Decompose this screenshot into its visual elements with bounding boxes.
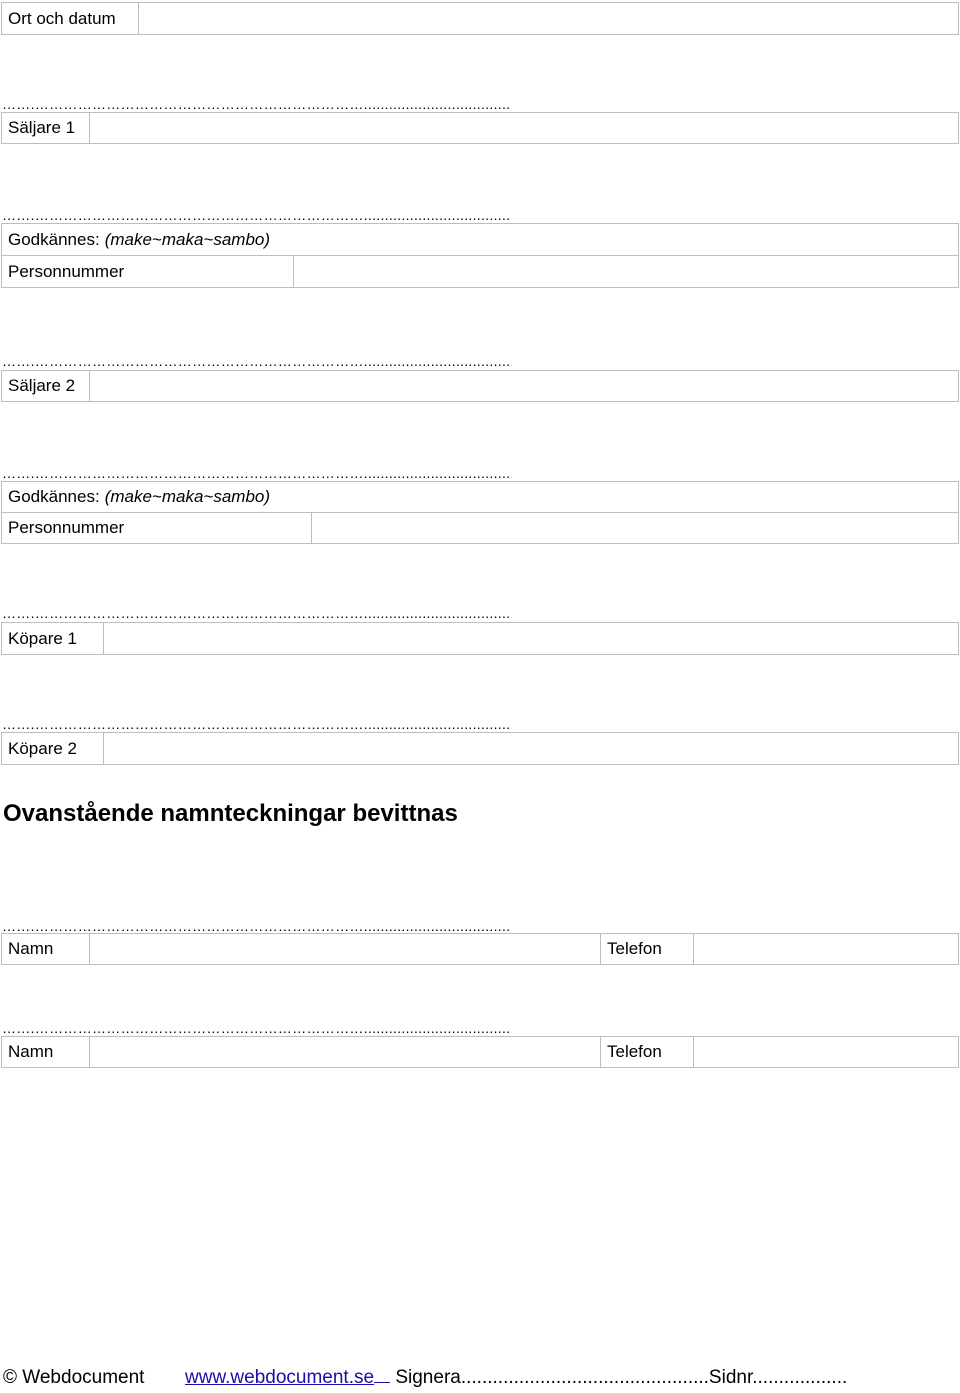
signature-line-4: …….……………………………………………………………................................... (2, 467, 511, 479)
buyer2-label: Köpare 2 (2, 733, 104, 764)
witness-heading: Ovanstående namnteckningar bevittnas (3, 800, 458, 827)
signature-line-1: …….……………………………………………………………................................... (2, 98, 511, 110)
approval2-row (1, 481, 959, 513)
seller2-label: Säljare 2 (2, 371, 90, 401)
footer-website-link[interactable]: www.webdocument.se (185, 1367, 375, 1388)
seller1-field[interactable] (90, 113, 958, 143)
witness2-row (1, 1036, 959, 1068)
ssn1-field[interactable] (294, 256, 958, 287)
witness1-name-label: Namn (2, 934, 90, 964)
ssn2-field[interactable] (312, 513, 958, 543)
witness2-phone-label: Telefon (601, 1037, 694, 1067)
approval2-field[interactable] (312, 482, 958, 512)
signature-line-5: …….……………………………………………………………................................... (2, 607, 511, 619)
witness2-phone-field[interactable] (694, 1037, 958, 1067)
witness2-name-field[interactable] (90, 1037, 601, 1067)
signature-line-8: …….……………………………………………………………................................... (2, 1022, 511, 1034)
buyer1-row (1, 622, 959, 655)
seller1-row (1, 112, 959, 144)
approval2-label-cell (2, 482, 312, 512)
seller1-label: Säljare 1 (2, 113, 90, 143)
witness1-phone-field[interactable] (694, 934, 958, 964)
witness1-name-field[interactable] (90, 934, 601, 964)
approval2-label: Godkännes: (8, 487, 100, 506)
approval1-field[interactable] (294, 224, 958, 255)
place-date-field[interactable] (139, 3, 958, 34)
ssn2-row (1, 512, 959, 544)
signature-line-7: …….……………………………………………………………................................... (2, 920, 511, 932)
ssn2-label: Personnummer (2, 513, 312, 543)
buyer2-row (1, 732, 959, 765)
place-date-row (1, 2, 959, 35)
buyer1-field[interactable] (104, 623, 958, 654)
buyer1-label: Köpare 1 (2, 623, 104, 654)
footer-sign-page: Signera...............................................Sidnr.................. (395, 1367, 848, 1388)
approval2-note: (make~maka~sambo) (104, 487, 271, 506)
approval1-note: (make~maka~sambo) (104, 229, 271, 249)
approval1-label: Godkännes: (8, 229, 100, 249)
signature-line-6: …….……………………………………………………………................................... (2, 718, 511, 730)
seller2-row (1, 370, 959, 402)
footer (3, 1364, 847, 1390)
ssn1-row (1, 255, 959, 288)
witness1-phone-label: Telefon (601, 934, 694, 964)
approval1-label-cell (2, 224, 294, 255)
place-date-label: Ort och datum (2, 3, 139, 34)
ssn1-label: Personnummer (2, 256, 294, 287)
witness2-name-label: Namn (2, 1037, 90, 1067)
seller2-field[interactable] (90, 371, 958, 401)
footer-copyright: © Webdocument (3, 1367, 145, 1388)
buyer2-field[interactable] (104, 733, 958, 764)
signature-line-2: …….……………………………………………………………................................... (2, 209, 511, 221)
witness1-row (1, 933, 959, 965)
approval1-row (1, 223, 959, 256)
signature-line-3: …….……………………………………………………………................................... (2, 355, 511, 367)
